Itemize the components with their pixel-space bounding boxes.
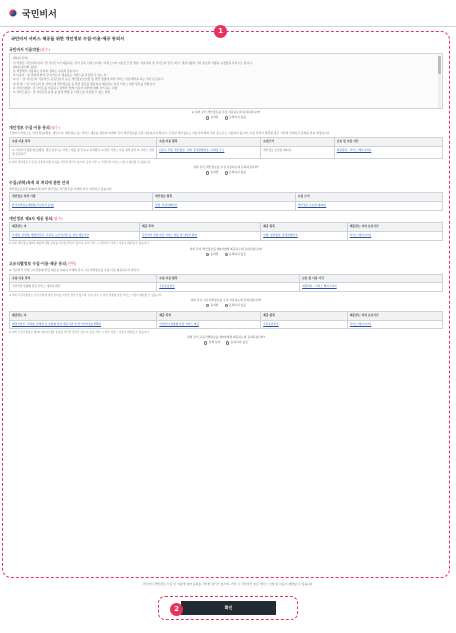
table-cell: (필수) 성명, 생년월일, 성별, 휴대전화번호, 이메일 주소 — [157, 146, 261, 159]
table-row — [10, 283, 443, 292]
radio-circle-icon[interactable] — [206, 171, 209, 174]
third-party-agree-group — [9, 248, 443, 257]
consignment-table — [9, 192, 443, 211]
collection-table — [9, 137, 443, 159]
terms-agree-group — [9, 111, 443, 120]
terms-line: ⑤ 서비스중단 : 당 사이트의 운영 중 장애 발생 등 서비스를 이용할 수 없는 상태 — [13, 89, 110, 94]
disagree-label: 동의하지 않음 — [228, 170, 246, 175]
table-cell: 국세청, 관세청, 행정안전부, 교육부, 보건복지부 등 알림 제공기관 — [10, 232, 140, 241]
scrollbar-thumb[interactable] — [438, 56, 441, 74]
third-party-table — [9, 222, 443, 241]
footnote-text: 국민비서 개인정보 수집 및 이용에 대한 동의를 거부할 권리가 있으며, 거부 시 국민비서 알림 서비스 신청 및 이용이 제한될 수 있습니다. — [142, 582, 314, 586]
radio-circle-icon[interactable] — [225, 116, 228, 119]
radio-circle-icon[interactable] — [225, 171, 228, 174]
collection-agree-group — [9, 166, 443, 175]
table-header: 수집·이용 목적 — [10, 137, 157, 146]
radio-circle-icon[interactable] — [206, 253, 209, 256]
third-party-title-text: 개인정보 제3자 제공 동의 — [9, 215, 53, 221]
terms-line: ④ 서비스변화 : 당 사이트를 이용하고 위법한 함께 이용자 위반에 대해 처리 하는 사항 — [13, 85, 118, 90]
table-header: 제공받는 자의 보유기간 — [347, 223, 442, 232]
third-party-section-title — [9, 216, 443, 221]
confirm-button[interactable]: 확인 — [181, 601, 276, 615]
table-header: 보유 및 이용 기간 — [300, 274, 443, 283]
all-disagree-radio[interactable] — [226, 341, 247, 345]
top-header — [0, 0, 456, 27]
table-cell: 서비스 해지시까지 — [347, 232, 442, 241]
unique-id-provision-note: ※ 위의 고유식별정보 제3자 제공에 대한 동의를 거부할 권리가 있으며, 동의 거부 시 일부 서비스 이용이 제한될 수 있습니다. — [9, 330, 150, 334]
terms-line: 제1조(목적) — [13, 56, 28, 61]
table-cell: 서비스 해지시까지 — [347, 320, 442, 329]
table-cell: 개인정보 보호법 제15조 — [261, 146, 335, 159]
required-mark: (필수) — [49, 124, 61, 130]
table-header: 수집 근거 — [295, 193, 442, 202]
required-mark: (필수) — [39, 46, 50, 52]
all-disagree-label: 동의하지 않음 — [230, 340, 248, 345]
step-badge-2: 2 — [170, 603, 183, 616]
table-cell: 개인정보 보호법 제26조 — [295, 201, 442, 210]
table-row — [10, 146, 443, 159]
agree-label: 동의함 — [210, 251, 219, 256]
table-cell: 한국지역정보개발원(국민비서 운영) — [10, 201, 153, 210]
unique-id-disagree-radio[interactable] — [225, 304, 246, 308]
unique-id-agree-radio[interactable] — [206, 304, 218, 308]
unique-id-question: 위와 같이 고유식별정보를 수집·이용하는데 동의하십니까? — [190, 298, 262, 303]
terms-scrollbar[interactable] — [438, 55, 441, 109]
table-cell: 주민등록번호 — [157, 283, 300, 292]
unique-id-agree-group — [9, 299, 443, 308]
unique-id-note: ※ 위의 고유식별정보 수집·이용에 대한 동의를 거부할 권리가 있으며, 동의 거부 시 일부 맞춤형 알림 서비스 이용이 제한될 수 있습니다. — [9, 293, 163, 297]
terms-line: ① 이용자 : 본 약관에 따라 당 사이트가 제공하는 서비스를 이용할 수 있는 자. — [13, 73, 108, 78]
table-cell: 주민등록번호 — [261, 320, 348, 329]
table-cell: 회원탈퇴 · 서비스 해지시까지 — [334, 146, 442, 159]
table-header: 수집·이용 항목 — [157, 137, 261, 146]
table-cell: 성명, 휴대전화번호 — [152, 201, 295, 210]
unique-id-provision-question: 위와 같이 고유식별정보를 제3자에게 제공하는데 동의하십니까? — [187, 335, 265, 340]
table-header: 제공 목적 — [157, 311, 261, 320]
table-header: 제공 항목 — [261, 223, 348, 232]
terms-line: 제2조(용어의 정의) — [13, 64, 37, 69]
consignment-intro: 개인정보보호법 제26조에 따라 개인정보 처리업무를 아래와 같이 위탁하고 있습니다. — [9, 186, 113, 191]
table-header: 개인정보 처리 기관 — [10, 193, 153, 202]
terms-scroll-box[interactable] — [9, 53, 443, 109]
unique-id-intro: ※ 국민비서 서비스의 맞춤형 알림 제공을 위하여 아래와 같이 고유식별정보를 수집·이용·제공하고자 합니다. — [9, 268, 140, 273]
terms-line: 이 약관은 국민비서(이하 "당 사이트")가 제공하는 전자 공지 서비스(이하 "서비스")의 이용조건 및 절차, 이용자와 당 사이트의 권리, 의무, 책임사항과 기타 필요한 사항을 규정함을 목적으로 합니다. — [13, 60, 253, 65]
table-header: 제공받는 자 — [10, 311, 157, 320]
optional-mark: (선택) — [65, 261, 77, 267]
radio-circle-icon[interactable] — [204, 341, 207, 344]
government-emblem-icon — [8, 8, 18, 18]
third-party-agree-radio[interactable] — [206, 253, 218, 257]
agree-label: 동의함 — [210, 115, 219, 120]
unique-id-section-title — [9, 261, 443, 266]
consignment-section-title: 수집(위탁)목적 외 처리에 관한 안내 — [9, 179, 70, 185]
step-badge-1: 1 — [214, 25, 227, 38]
table-row — [10, 201, 443, 210]
required-mark: (필수) — [52, 215, 63, 221]
third-party-question: 위의 같이 개인정보를 제3자에게 제공하는데 동의하십니까? — [189, 246, 263, 251]
collection-intro: 국민비서 서비스는 안내 알림(행정, 세무고지, 개인정보 등) 서비스 제공을 위하여 아래와 같이 개인정보를 수집·이용하고자 합니다. 수집된 개인정보는 이용목적 외의 다른 용도로는 이용되지 않으며, 이용 목적이 변경될 경우 사전에 안내하고 동의를 받을 예정입니다. — [9, 131, 331, 136]
table-row — [10, 320, 443, 329]
unique-id-title-text: 고유식별정보 수집·이용·제공 동의 — [9, 261, 66, 267]
agree-label: 동의함 — [210, 170, 219, 175]
third-party-disagree-radio[interactable] — [225, 253, 246, 257]
terms-agree-radio[interactable] — [206, 116, 218, 120]
table-cell: 국민비서 맞춤형 알림 서비스 대상자 확인 — [10, 283, 157, 292]
disagree-label: 동의하지 않음 — [228, 115, 246, 120]
radio-circle-icon[interactable] — [225, 304, 228, 307]
table-header: 수집·이용 항목 — [157, 274, 300, 283]
terms-section-title — [9, 47, 443, 52]
table-cell: 성명, 생년월일, 휴대전화번호 — [261, 232, 348, 241]
table-cell: 국민비서 맞춤형 알림 서비스 제공 — [157, 320, 261, 329]
table-cell: 회원탈퇴 · 서비스 해지시까지 — [300, 283, 443, 292]
radio-circle-icon[interactable] — [226, 341, 229, 344]
terms-line: 본 약관에서 사용하는 용어의 정의는 다음과 같습니다. — [13, 68, 79, 73]
radio-circle-icon[interactable] — [206, 116, 209, 119]
collection-agree-radio[interactable] — [206, 171, 218, 175]
table-header: 보유 및 이용 기간 — [334, 137, 442, 146]
brand-title: 국민비서 — [22, 10, 57, 20]
terms-line: ② 이 :: 당 사이트의 기본적인, 공동인증서 등은 개인정보보호법 및 관련 법령에 따라 서비스 이용계약을 하는 서식 등입니다. — [13, 77, 164, 82]
terms-question: ※ 위의 같이 개인정보를 수집·이용하는데 동의하십니까? — [191, 110, 261, 115]
collection-section-title — [9, 125, 443, 130]
table-header: 제공받는 자의 보유기간 — [347, 311, 442, 320]
table-row — [10, 232, 443, 241]
third-party-note: ※ 위의 개인정보 제3자 제공에 대한 동의를 거부할 권리가 있으며, 동의 거부 시 국민비서 서비스 이용이 제한될 수 있습니다. — [9, 242, 150, 246]
disagree-label: 동의하지 않음 — [228, 302, 246, 307]
consent-form-frame — [2, 31, 450, 578]
collection-note: ※ 위의 개인정보 수집 및 이용에 대한 동의를 거부할 권리가 있으며, 동의 거부 시 국민비서 서비스 이용이 제한될 수 있습니다. — [9, 160, 152, 164]
collection-disagree-radio[interactable] — [225, 171, 246, 175]
table-header: 제공 항목 — [261, 311, 348, 320]
table-header: 제공받는 자 — [10, 223, 140, 232]
unique-id-provision-table — [9, 311, 443, 330]
collection-question: 위와 같이 개인정보를 수집·이용하는데 동의하십니까? — [193, 165, 259, 170]
collection-title-text: 개인정보 수집·이용 동의 — [9, 124, 50, 130]
radio-circle-icon[interactable] — [225, 253, 228, 256]
table-header: 개인정보 항목 — [152, 193, 295, 202]
table-header: 수집근거 — [261, 137, 335, 146]
agree-label: 동의함 — [210, 302, 219, 307]
document-title: 국민비서 서비스 제공을 위한 개인정보 수집·이용·제공 동의서 — [11, 36, 125, 41]
table-cell: 국민비서 맞춤 알림 서비스 제공 및 대상자 확인 — [139, 232, 260, 241]
all-agree-label: 전체 동의 — [208, 340, 221, 345]
unique-id-table — [9, 274, 443, 293]
terms-title-text: 국민비서 이용약관 — [9, 46, 40, 52]
table-cell: ① 국민비서 맞춤 알림(행정, 세금 납부 등) 서비스 제공 및 안내 ② 본인확인 ③ 알림 서비스 이용 내역 관리 ④ 서비스 개선 및 민원처리 — [10, 146, 157, 159]
disagree-label: 동의하지 않음 — [228, 251, 246, 256]
table-header: 제공 목적 — [139, 223, 260, 232]
terms-line: ③ 본 화 :: 당 사이트의 본 서비스에 개인정보를 등 관련 정보를 활용하여 제공하는 알림 서비스 대상 업무를 말합니다. — [13, 81, 156, 86]
unique-id-provision-agree-group — [9, 336, 443, 345]
radio-circle-icon[interactable] — [206, 304, 209, 307]
table-header: 수집·이용 목적 — [10, 274, 157, 283]
table-cell: 행정안전부, 국세청, 관세청 등 맞춤형 알림 제공기관 및 한국지역정보개발원 — [10, 320, 157, 329]
terms-disagree-radio[interactable] — [225, 116, 246, 120]
all-agree-radio[interactable] — [204, 341, 220, 345]
